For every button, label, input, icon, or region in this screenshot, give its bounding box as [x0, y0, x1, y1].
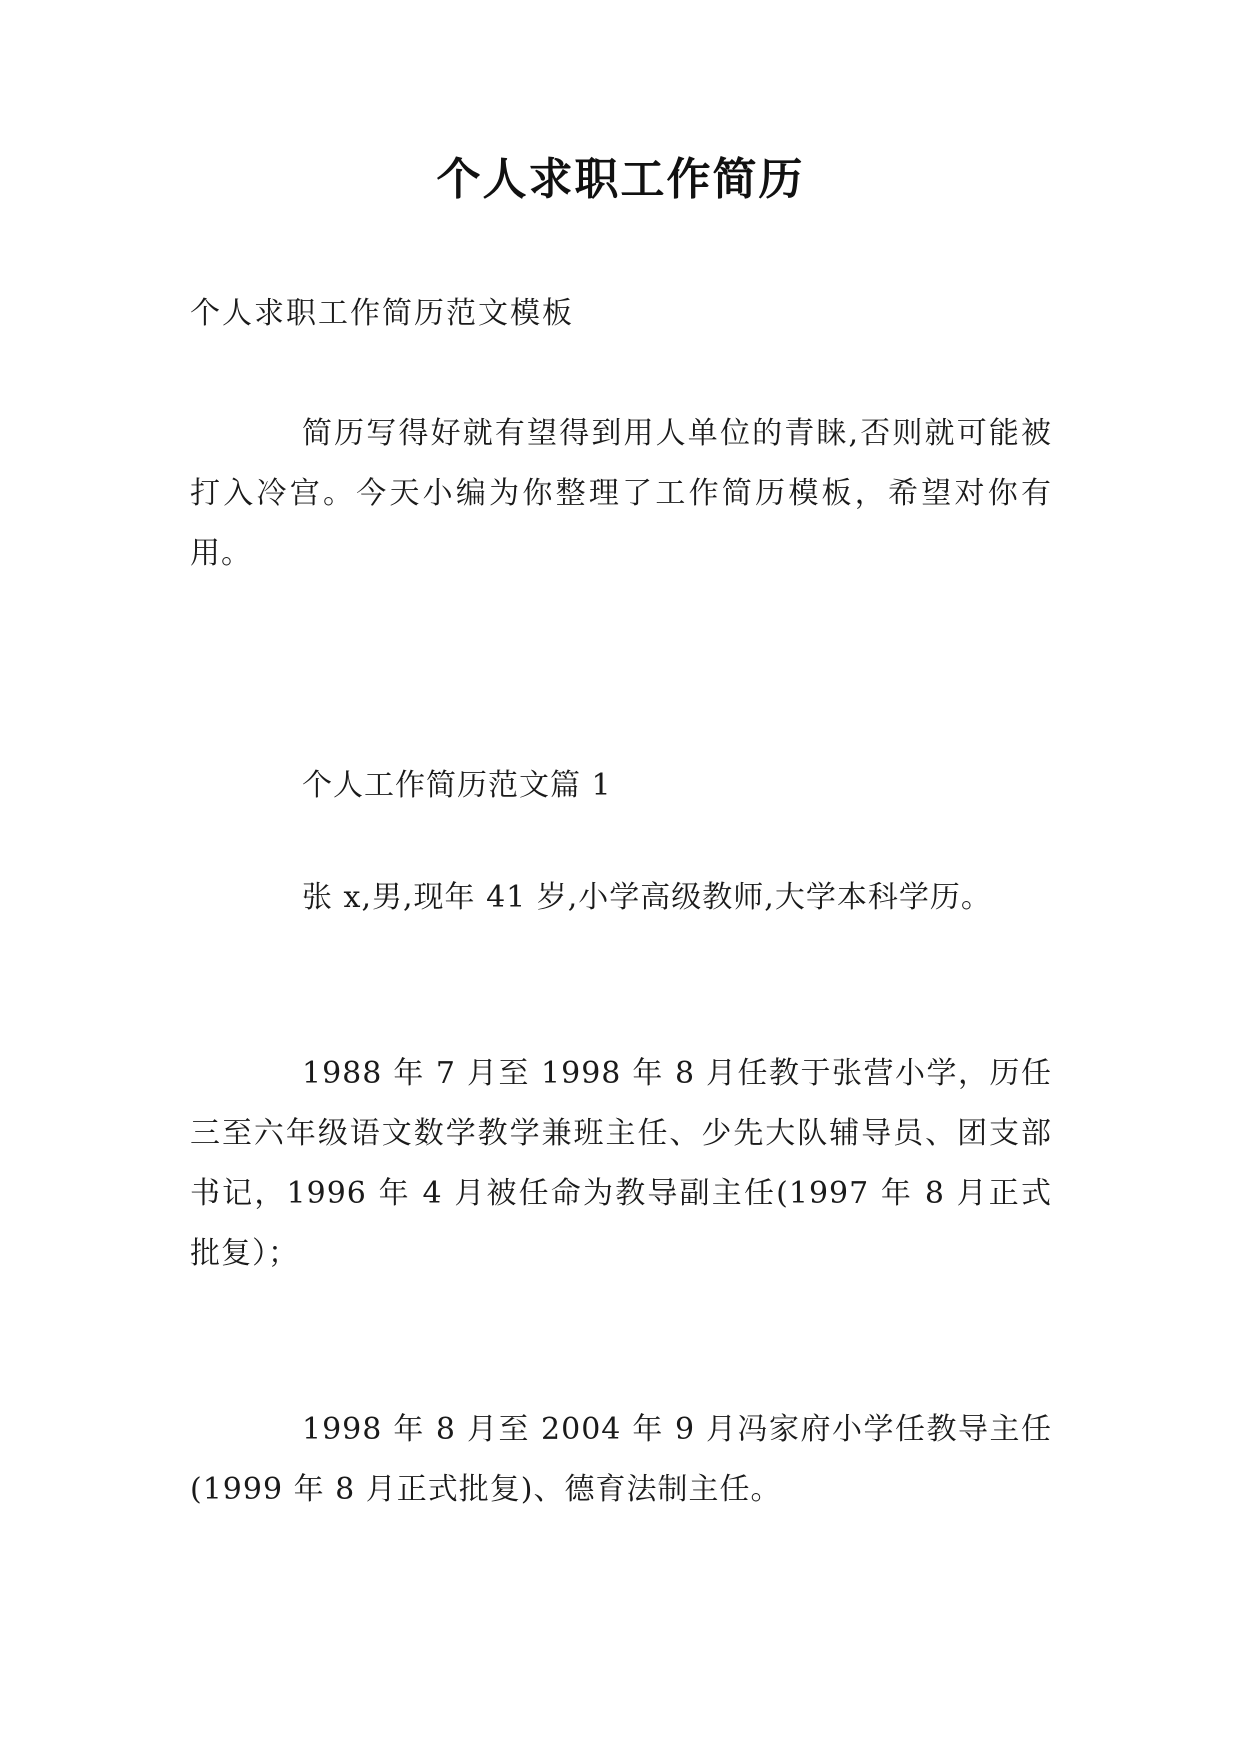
experience-paragraph-2: 1998 年 8 月至 2004 年 9 月冯家府小学任教导主任(1999 年 8 月正式批复)、德育法制主任。 [190, 1412, 1052, 1507]
section-heading: 个人工作简历范文篇 1 [302, 768, 612, 803]
document-subtitle: 个人求职工作简历范文模板 [190, 296, 574, 331]
intro-paragraph: 简历写得好就有望得到用人单位的青睐,否则就可能被打入冷宫。今天小编为你整理了工作简历模板，希望对你有用。 [190, 416, 1052, 571]
experience-paragraph-1: 1988 年 7 月至 1998 年 8 月任教于张营小学，历任三至六年级语文数学教学兼班主任、少先大队辅导员、团支部书记，1996 年 4 月被任命为教导副主任(1997 年 8 月正式批复）； [190, 1056, 1052, 1271]
document-title: 个人求职工作简历 [436, 154, 805, 205]
profile-paragraph: 张 x,男,现年 41 岁,小学高级教师,大学本科学历。 [302, 880, 992, 915]
